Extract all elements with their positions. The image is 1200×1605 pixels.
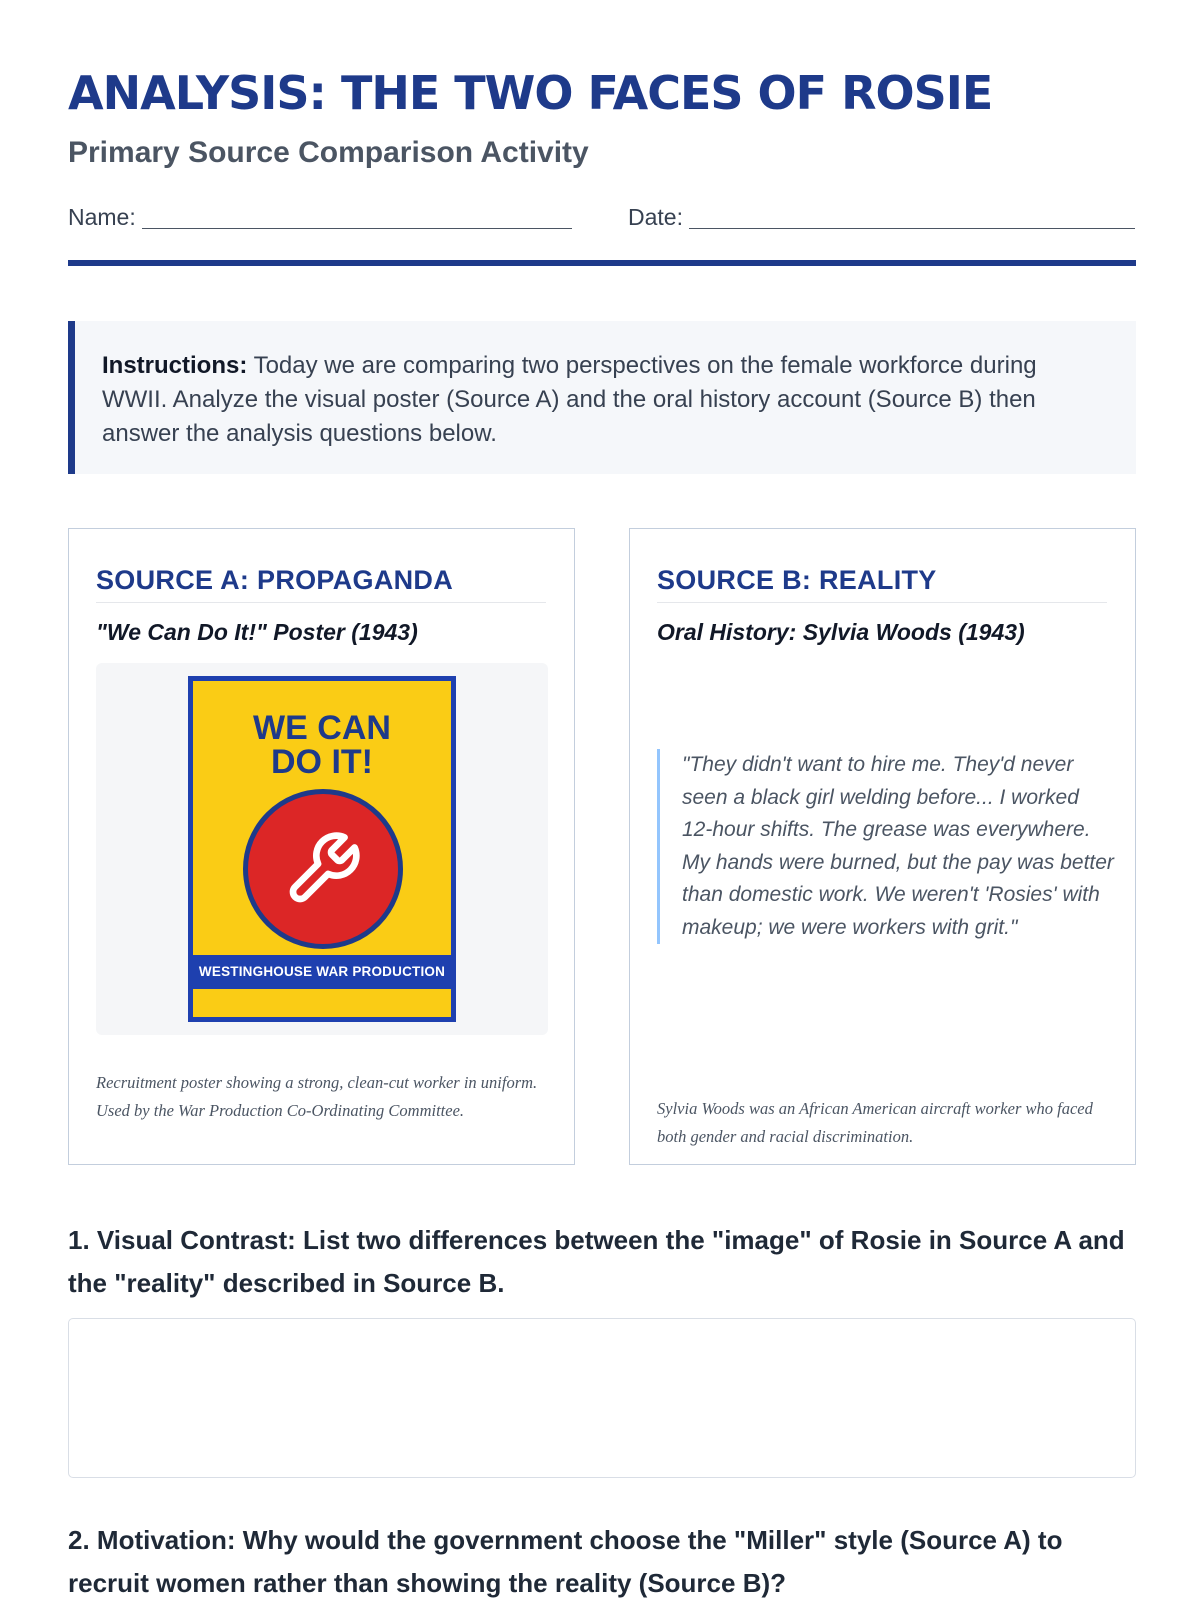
date-blank-line[interactable] [689,206,1135,229]
page-subtitle: Primary Source Comparison Activity [68,136,589,169]
answer-box-1[interactable] [68,1318,1136,1478]
name-field [68,204,572,231]
poster-band: WESTINGHOUSE WAR PRODUCTION [193,955,451,989]
source-a-caption: Recruitment poster showing a strong, clean-cut worker in uniform. Used by the War Production Co-Ordinating Committee. [96,1073,538,1120]
instructions-text: Today we are comparing two perspectives on the female workforce during WWII. Analyze the visual poster (Source A) and the oral history account (Source B) then answer the analysis questions below. [102,352,1037,447]
poster-title-line-1: WE CAN [253,709,391,747]
source-b-caption: Sylvia Woods was an African American aircraft worker who faced both gender and racial discrimination. [657,1099,1093,1146]
name-blank-line[interactable] [142,206,572,229]
date-label: Date: [628,204,683,230]
we-can-do-it-poster [188,676,456,1022]
header-divider [68,260,1136,266]
page-title: ANALYSIS: THE TWO FACES OF ROSIE [68,66,993,120]
source-b-heading: SOURCE B: REALITY [657,565,1107,603]
oral-history-quote: "They didn't want to hire me. They'd never seen a black girl welding before... I worked 12-hour shifts. The grease was everywhere. My hands were burned, but the pay was better than domestic work. We weren't 'Rosies' with makeup; we were workers with grit." [657,749,1115,944]
poster-frame [96,663,548,1035]
poster-title-line-2: DO IT! [271,743,373,781]
date-field [628,204,1135,231]
wrench-icon [283,829,363,909]
instructions-label: Instructions: [102,352,248,379]
question-1: 1. Visual Contrast: List two differences between the "image" of Rosie in Source A and the "reality" described in Source B. [68,1225,1125,1298]
poster-title [193,711,451,779]
poster-emblem [243,789,403,949]
source-b-subheading: Oral History: Sylvia Woods (1943) [657,619,1025,645]
instructions-box [68,321,1136,474]
question-2: 2. Motivation: Why would the government choose the "Miller" style (Source A) to recruit women rather than showing the reality (Source B)? [68,1525,1063,1598]
source-a-heading: SOURCE A: PROPAGANDA [96,565,546,603]
name-label: Name: [68,204,136,230]
source-a-card [68,528,575,1165]
source-b-card [629,528,1136,1165]
source-a-subheading: "We Can Do It!" Poster (1943) [96,619,418,645]
